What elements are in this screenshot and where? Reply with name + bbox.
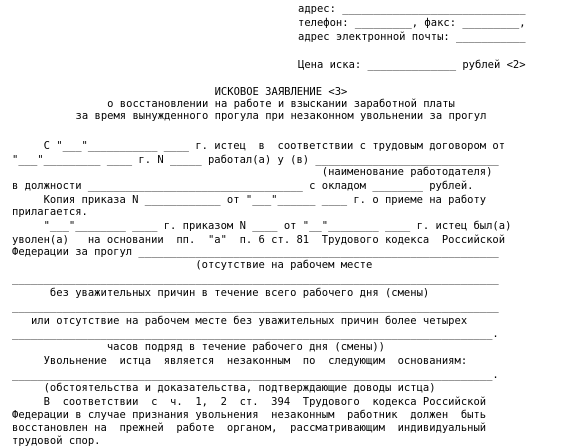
- body-line: "___"________ ____ г. приказом N ____ от "__"________ ____ г. истец был(а): [12, 220, 512, 232]
- body-line: В соответствии с ч. 1, 2 ст. 394 Трудового кодекса Российской: [12, 396, 487, 408]
- body-caption: (наименование работодателя): [12, 166, 493, 178]
- body-caption: (обстоятельства и доказательства, подтверждающие доводы истца): [12, 382, 436, 394]
- email-line: адрес электронной почты: ___________: [298, 31, 526, 43]
- body-caption: (отсутствие на рабочем месте: [12, 259, 373, 271]
- blank-line: _____________________________________________________________________________: [12, 301, 499, 313]
- blank-line: ____________________________________________________________________________.: [12, 369, 499, 381]
- document-title: ИСКОВОЕ ЗАЯВЛЕНИЕ <3>: [214, 86, 348, 98]
- document-subtitle-1: о восстановлении на работе и взыскании заработной платы: [107, 98, 455, 110]
- phone-fax-line: телефон: _________, факс: _________,: [298, 17, 526, 29]
- body-line: восстановлен на прежней работе органом, рассматривающим индивидуальный: [12, 422, 487, 434]
- body-caption: без уважительных причин в течение всего рабочего дня (смены): [12, 287, 430, 299]
- body-line: С "___"___________ ____ г. истец в соответствии с трудовым договором от: [12, 140, 506, 152]
- body-line: прилагается.: [12, 206, 88, 218]
- body-line: Копия приказа N ____________ от "___"______ ____ г. о приеме на работу: [12, 194, 487, 206]
- body-line: уволен(а) на основании пп. "а" п. 6 ст. 81 Трудового кодекса Российской: [12, 234, 506, 246]
- document-subtitle-2: за время вынужденного прогула при незаконном увольнении за прогул: [75, 110, 487, 122]
- blank-line: ____________________________________________________________________________.: [12, 328, 499, 340]
- body-line: в должности __________________________________ с окладом ________ рублей.: [12, 180, 474, 192]
- body-line: "___"_________ ____ г. N _____ работал(а) у (в) _____________________________: [12, 154, 499, 166]
- address-line: адрес: _____________________________: [298, 3, 526, 15]
- body-line: Федерации в случае признания увольнения незаконным работник должен быть: [12, 409, 487, 421]
- body-caption: или отсутствие на рабочем месте без уважительных причин более четырех: [12, 315, 468, 327]
- body-line: Федерации за прогул _________________________________________________________: [12, 246, 499, 258]
- claim-price-line: Цена иска: ______________ рублей <2>: [298, 59, 526, 71]
- body-line: Увольнение истца является незаконным по следующим основаниям:: [12, 355, 468, 367]
- body-caption: часов подряд в течение рабочего дня (смены)): [12, 341, 385, 353]
- blank-line: _____________________________________________________________________________: [12, 273, 499, 285]
- body-line: трудовой спор.: [12, 435, 101, 447]
